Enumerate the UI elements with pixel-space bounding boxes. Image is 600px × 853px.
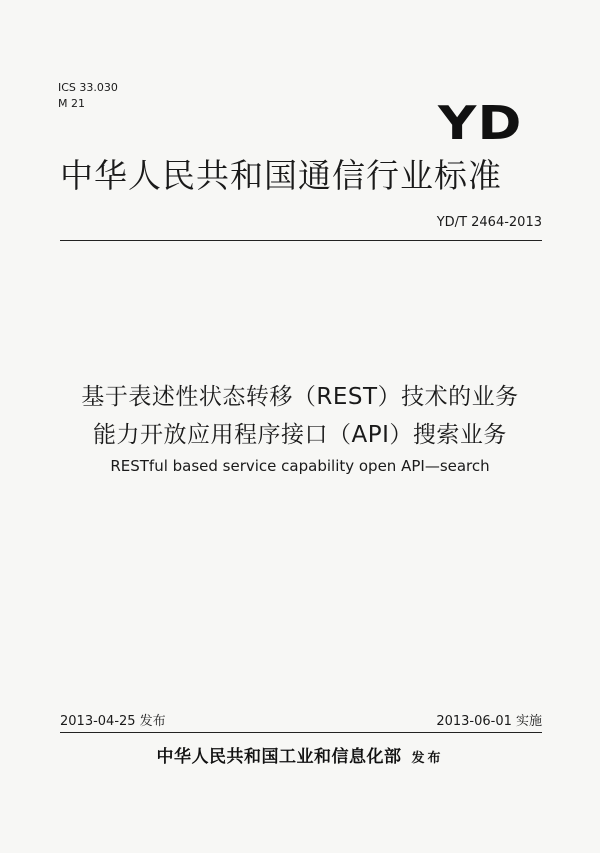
standard-category-title: 中华人民共和国通信行业标准 <box>60 156 502 195</box>
classification-block <box>58 80 118 112</box>
class-code: M 21 <box>58 97 85 110</box>
yd-logo: YD <box>438 96 523 150</box>
bottom-divider <box>60 732 542 733</box>
publisher-line <box>0 742 600 767</box>
effective-date: 2013-06-01 实施 <box>436 714 542 729</box>
top-divider <box>60 240 542 241</box>
ics-code: ICS 33.030 <box>58 81 118 94</box>
english-title: RESTful based service capability open API—search <box>110 457 490 475</box>
chinese-title-line-2: 能力开放应用程序接口（API）搜索业务 <box>93 422 507 448</box>
chinese-title-line-1: 基于表述性状态转移（REST）技术的业务 <box>81 384 519 410</box>
publisher-name: 中华人民共和国工业和信息化部 <box>156 747 402 767</box>
issue-date: 2013-04-25 发布 <box>60 714 166 729</box>
publish-suffix: 发布 <box>411 751 444 766</box>
standard-number: YD/T 2464-2013 <box>436 215 542 230</box>
